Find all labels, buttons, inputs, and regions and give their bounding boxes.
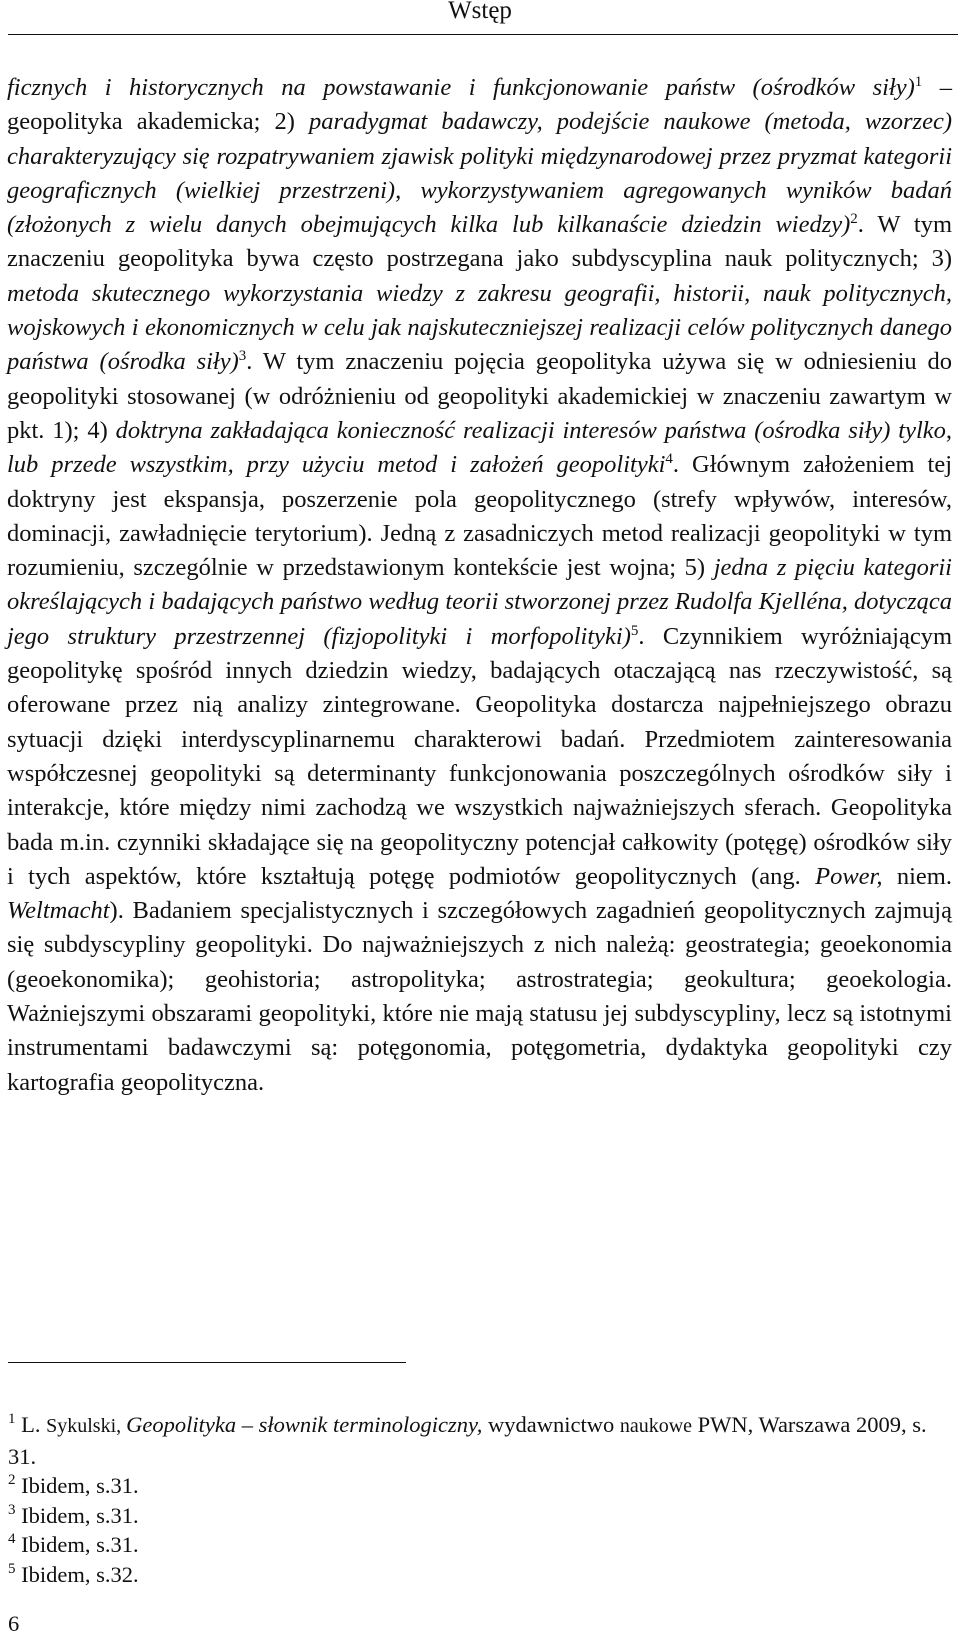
footnote-title: Geopolityka – słownik terminologiczny, [126,1412,483,1437]
footnote-ref-5: 5 [630,622,639,639]
footnote-text: Sykulski, [46,1415,127,1437]
footnotes [8,1410,953,1589]
main-paragraph [7,71,952,1100]
running-header: Wstęp [448,0,512,24]
footnote-text: PWN, Warszawa 2009, s. 31. [8,1412,927,1469]
footnote-number: 2 [8,1472,16,1488]
footnote-5 [8,1560,953,1590]
text-roman-4: . Głównym założeniem tej doktryny jest ekspansja, poszerzenie pola geopolitycznego (strefy wpływów, interesów, dominacji, zawładnięcie terytorium). Jedną z zasadniczych metod realizacji geopolityki w tym rozumieniu, szczególnie w przedstawionym kontekście jest wojna; 5) [7,451,952,582]
footnote-1 [8,1410,953,1471]
page-number: 6 [8,1611,20,1636]
footnote-3 [8,1501,953,1531]
footnote-number: 1 [8,1411,16,1427]
footnote-number: 4 [8,1531,16,1547]
footnote-ref-1: 1 [914,74,923,90]
footnote-text: Ibidem, s.32. [15,1561,139,1587]
header-divider [8,34,958,35]
footnote-2 [8,1471,953,1501]
footnote-ref-2: 2 [850,211,858,228]
footnote-text: L. [15,1412,47,1437]
footnote-text: naukowe [619,1415,693,1437]
text-italic-5: jedna z pięciu kategorii określających i badających państwo według teorii stworzonej przez Rudolfa Kjelléna, dotycząca jego struktury przestrzennej (fizjopolityki i morfopolityki) [7,554,952,650]
term-weltmacht: Weltmacht [7,897,110,925]
text-italic-4: doktryna zakładająca konieczność realizacji interesów państwa (ośrodka siły) tylko, lub przede wszystkim, przy użyciu metod i założeń geopolityki [7,416,952,479]
footnote-text: wydawnictwo [482,1412,620,1437]
footnote-ref-3: 3 [238,348,247,365]
footnote-divider [8,1362,406,1363]
text-roman-1: – geopolityka akademicka; 2) [7,74,953,136]
text-roman-2: . W tym znaczeniu geopolityka bywa często postrzegana jako subdyscyplina nauk politycznych; 3) [7,211,952,273]
text-roman-6: niem. [882,862,952,890]
text-roman-7: ). Badaniem specjalistycznych i szczegółowych zagadnień geopolitycznych zajmują się subdyscypliny geopolityki. Do najważniejszych z nich należą: geostrategia; geoekonomia (geoekonomika); geohistoria; astropolityka; astrostrategia; geokultura; geoekologia. Ważniejszymi obszarami geopolityki, które nie mają statusu jej subdyscypliny, lecz są istotnymi instrumentami badawczymi są: potęgonomia, potęgometria, dydaktyka geopolityki czy kartografia geopolityczna. [7,897,952,1096]
footnote-ref-4: 4 [665,451,673,468]
term-power: Power, [815,862,883,890]
text-italic-2: paradygmat badawczy, podejście naukowe (metoda, wzorzec) charakteryzujący się rozpatrywaniem zjawisk polityki międzynarodowej przez pryzmat kategorii geograficznych (wielkiej przestrzeni), wykorzystywaniem agregowanych wyników badań (złożonych z wielu danych obejmujących kilka lub kilkanaście dziedzin wiedzy) [7,108,952,239]
text-roman-3: . W tym znaczeniu pojęcia geopolityka używa się w odniesieniu do geopolityki stosowanej (w odróżnieniu od geopolityki akademickiej w znaczeniu zawartym w pkt. 1); 4) [7,348,952,444]
footnote-number: 5 [8,1560,16,1577]
footnote-text: Ibidem, s.31. [15,1532,139,1557]
text-italic-3: metoda skutecznego wykorzystania wiedzy z zakresu geografii, historii, nauk politycznych, wojskowych i ekonomicznych w celu jak najskuteczniejszej realizacji celów politycznych danego państwa (ośrodka siły) [7,279,952,376]
footnote-text: Ibidem, s.31. [15,1502,139,1528]
footnote-number: 3 [8,1501,16,1518]
text-roman-5: . Czynnikiem wyróżniającym geopolitykę spośród innych dziedzin wiedzy, badających otaczającą nas rzeczywistość, są oferowane przez nią analizy zintegrowane. Geopolityka dostarcza najpełniejszego obrazu sytuacji dzięki interdyscyplinarnemu charakterowi badań. Przedmiotem zainteresowania współczesnej geopolityki są determinanty funkcjonowania poszczególnych ośrodków siły i interakcje, które między nimi zachodzą we wszystkich najważniejszych sferach. Geopolityka bada m.in. czynniki składające się na geopolityczny potencjał całkowity (potęgę) ośrodków siły i tych aspektów, które kształtują potęgę podmiotów geopolitycznych (ang. [7,622,953,890]
text-italic-1: ficznych i historycznych na powstawanie i funkcjonowanie państw (ośrodków siły) [7,74,915,101]
footnote-text: Ibidem, s.31. [15,1473,139,1498]
footnote-4 [8,1530,953,1560]
